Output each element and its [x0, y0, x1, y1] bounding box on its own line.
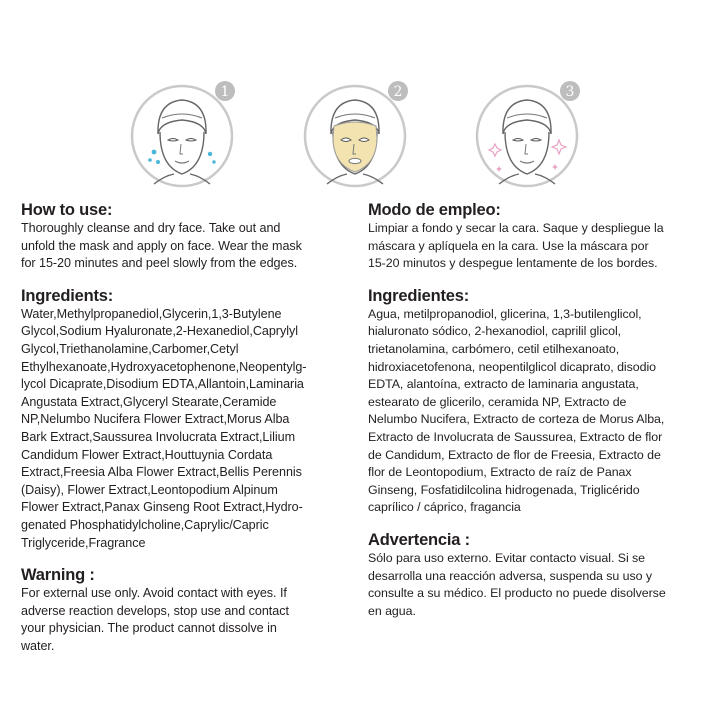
text-line: EDTA, alantoína, extracto de laminaria angustata,	[368, 377, 639, 392]
step-1-illustration	[124, 74, 244, 194]
english-column	[21, 201, 339, 655]
advertencia-text	[368, 550, 698, 620]
step-3-illustration	[469, 74, 589, 194]
text-line: Limpiar a fondo y secar la cara. Saque y despliegue la	[368, 221, 664, 235]
text-line: (Daisy), Flower Extract,Leontopodium Alpinum	[21, 482, 278, 497]
warning-heading: Warning :	[21, 566, 95, 585]
text-line: adverse reaction develops, stop use and contact	[21, 603, 289, 618]
text-line: Agua, metilpropanodiol, glicerina, 1,3-butilenglicol,	[368, 306, 642, 321]
face-glow-icon	[469, 74, 589, 194]
modo-de-empleo-text	[368, 220, 698, 273]
warning-text	[21, 585, 339, 655]
text-line: Water,Methylpropanediol,Glycerin,1,3-Butylene	[21, 306, 282, 321]
text-line: Flower Extract,Panax Ginseng Root Extract,Hydro-	[21, 500, 303, 515]
text-line: Ginseng, Fosfatidilcolina hidrogenada, Triglicérido	[368, 482, 640, 497]
face-mask-icon	[297, 74, 417, 194]
spanish-column	[368, 201, 698, 620]
text-line: Ethylhexanoate,Hydroxyacetophenone,Neopentylg-	[21, 359, 307, 374]
how-to-use-text	[21, 220, 339, 273]
text-line: Glycol,Triethanolamine,Carbomer,Cetyl	[21, 341, 239, 356]
advertencia-heading: Advertencia :	[368, 530, 470, 549]
ingredientes-text	[368, 306, 698, 517]
text-line: de Candidum, Extracto de flor de Freesia, Extracto de	[368, 447, 661, 462]
text-line: Candidum Flower Extract,Houttuynia Cordata	[21, 447, 273, 462]
ingredients-heading: Ingredients:	[21, 286, 114, 305]
text-line: 15-20 minutos y despegue lentamente de los bordes.	[368, 256, 658, 271]
text-line: trietanolamina, carbómero, cetil etilhexanoato,	[368, 341, 620, 356]
step-2-illustration	[297, 74, 417, 194]
text-line: Sólo para uso externo. Evitar contacto visual. Si se	[368, 550, 646, 565]
text-line: Glycol,Sodium Hyaluronate,2-Hexanediol,Caprylyl	[21, 324, 298, 339]
text-line: Bark Extract,Saussurea Involucrata Extract,Lilium	[21, 429, 296, 444]
text-line: Nelumbo Nucifera, Extracto de corteza de Morus Alba,	[368, 412, 665, 427]
text-line: Thoroughly cleanse and dry face. Take out and	[21, 221, 281, 235]
text-line: Triglyceride,Fragrance	[21, 535, 146, 550]
text-line: caprílico / cáprico, fragancia	[368, 500, 521, 515]
ingredients-text	[21, 306, 339, 552]
text-line: flor de Leontopodium, Extracto de raíz de Panax	[368, 465, 632, 480]
text-line: desarrolla una reacción adversa, suspenda su uso y	[368, 568, 653, 583]
text-line: en agua.	[368, 603, 416, 618]
step-number: 2	[393, 84, 403, 100]
text-line: lycol Dicaprate,Disodium EDTA,Allantoin,Laminaria	[21, 377, 304, 392]
modo-de-empleo-heading: Modo de empleo:	[368, 201, 501, 219]
text-line: water.	[21, 638, 55, 653]
text-line: genated Phosphatidylcholine,Caprylic/Capric	[21, 517, 269, 532]
text-line: estearato de glicerilo, ceramida NP, Extracto de	[368, 394, 627, 409]
text-line: Angustata Extract,Glyceryl Stearate,Ceramide	[21, 394, 277, 409]
text-line: for 15-20 minutes and peel slowly from the edges.	[21, 256, 298, 271]
text-line: hidroxiacetofenona, neopentilglicol dicaprato, disodio	[368, 359, 656, 374]
text-line: máscara y aplíquela en la cara. Use la máscara por	[368, 238, 649, 253]
how-to-use-heading: How to use:	[21, 201, 113, 219]
text-line: consulte a su médico. El producto no puede disolverse	[368, 586, 666, 601]
step-number: 3	[565, 84, 575, 100]
text-line: Extract,Freesia Alba Flower Extract,Bellis Perennis	[21, 465, 302, 480]
text-line: unfold the mask and apply on face. Wear the mask	[21, 238, 302, 253]
text-line: hialuronato sódico, 2-hexanodiol, caprilil glicol,	[368, 324, 622, 339]
text-line: NP,Nelumbo Nucifera Flower Extract,Morus Alba	[21, 412, 290, 427]
step-number: 1	[220, 84, 230, 100]
text-line: For external use only. Avoid contact with eyes. If	[21, 586, 287, 601]
ingredientes-heading: Ingredientes:	[368, 286, 470, 305]
face-cleanse-icon	[124, 74, 244, 194]
text-line: Extracto de Involucrata de Saussurea, Extracto de flor	[368, 429, 663, 444]
text-line: your physician. The product cannot dissolve in	[21, 621, 277, 636]
